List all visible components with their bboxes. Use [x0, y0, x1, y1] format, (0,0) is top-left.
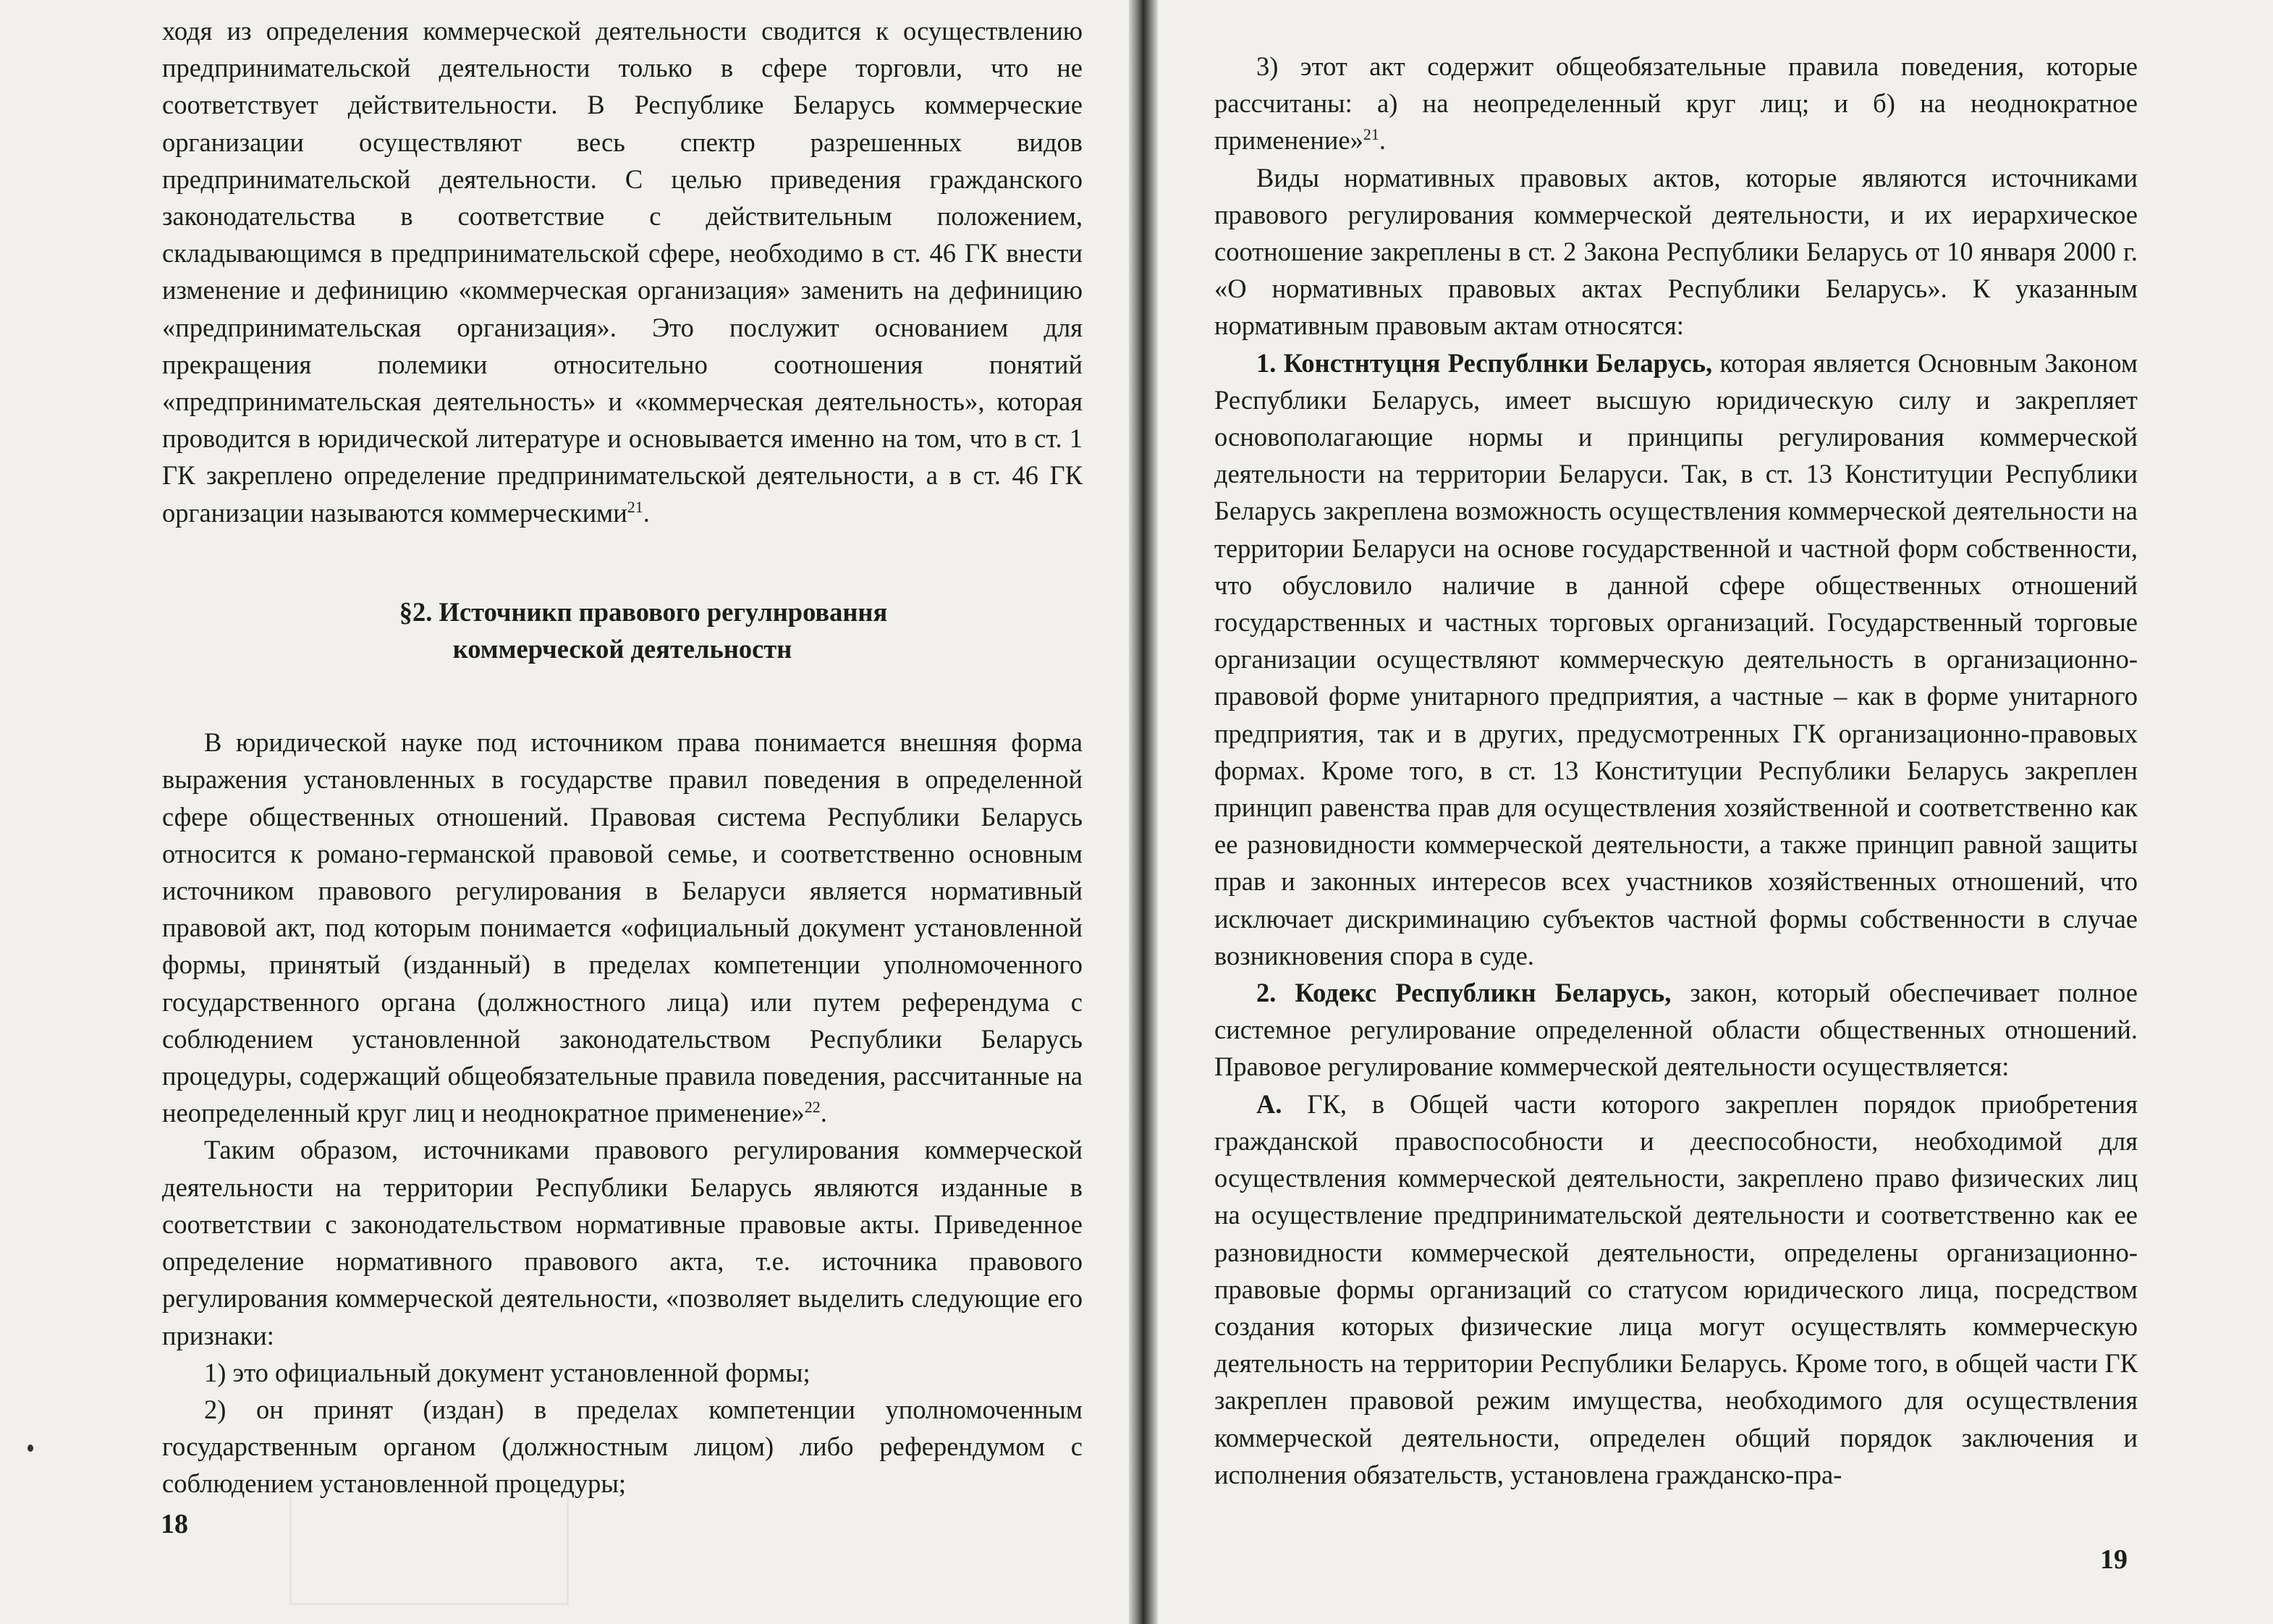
left-paragraph-3: Таким образом, источниками правового регулирования коммерческой деятельности на территории Республики Беларусь являются изданные в соответствии с законодательством нормативные правовые акты. Приведенное определение нормативного правового акта, т.е. источника правового регулирования коммерческой деятельности, «позволяет выделить следующие его признаки: — [162, 1135, 1083, 1350]
right-page-text — [1214, 48, 2138, 1493]
section-heading — [162, 593, 1083, 667]
code-heading: 2. Кодекс Республикн Беларусь, — [1256, 978, 1672, 1008]
left-list-item-1: 1) это официальный документ установленной формы; — [204, 1357, 810, 1387]
left-page — [0, 0, 1129, 1624]
right-list-item-3-end: . — [1379, 125, 1386, 156]
footnote-ref-21: 21 — [627, 497, 643, 516]
left-paragraph-2-end: . — [820, 1098, 827, 1128]
page-number-left: 18 — [161, 1509, 188, 1539]
right-item-code — [1214, 974, 2138, 1086]
section-heading-line-1: §2. Источникп правового регулнровання — [399, 596, 888, 627]
right-paragraph-1: Виды нормативных правовых актов, которые являются источниками правового регулирования коммерческой деятельности, и их иерархическое соотношение закреплены в ст. 2 Закона Республики Беларусь от 10 января 2000 г. «О нормативных правовых актах Республики Беларусь». К указанным нормативным правовым актам относятся: — [1214, 162, 2138, 341]
right-item-constitution — [1214, 344, 2138, 974]
left-paragraph-1-end: . — [643, 497, 650, 528]
left-paragraph-1-text: ходя из определения коммерческой деятельности сводится к осуществлению предпринимательской деятельности только в сфере торговли, что не соответствует действительности. В Республике Беларусь коммерческие организации осуществляют весь спектр разрешенных видов предпринимательской деятельности. С целью приведения гражданского законодательства в соответствие с действительным положением, складывающимся в предпринимательской сфере, необходимо в ст. 46 ГК внести изменение и дефиницию «коммерческая организация» заменить на дефиницию «предпринимательская организация». Это послужит основанием для прекращения полемики относительно соотношения понятий «предпринимательская деятельность» и «коммерческая деятельность», которая проводится в юридической литературе и основывается именно на том, что в ст. 1 ГК закреплено определение предпринимательской деятельности, а в ст. 46 ГК организации называются коммерческими — [162, 16, 1083, 528]
library-stamp — [289, 1485, 569, 1605]
page-number-right: 19 — [2100, 1544, 2128, 1575]
item-a-label: А. — [1256, 1088, 1282, 1119]
footnote-ref-22: 22 — [804, 1098, 821, 1117]
left-page-text — [162, 12, 1083, 1502]
item-a-text: ГК, в Общей части которого закреплен порядок приобретения гражданской правоспособности и дееспособности, необходимой для осуществления коммерческой деятельности, закреплено право физических лиц на осуществление предпринимательской деятельности и соответственно как ее разновидности коммерческой деятельности, определены организационно-правовые формы организаций со статусом юридического лица, посредством создания которых физические лица могут осуществлять коммерческую деятельность на территории Республики Беларусь. Кроме того, в общей части ГК закреплен правовой режим имущества, необходимого для осуществления коммерческой деятельности, определен общий порядок заключения и исполнения обязательств, установлена гражданско-пра- — [1214, 1088, 2138, 1489]
code-text: закон, который обеспечивает полное системное регулирование определенной области общественных отношений. Правовое регулирование коммерческой деятельности осуществляется: — [1214, 978, 2138, 1082]
section-heading-line-2: коммерческой деятельностн — [452, 634, 792, 664]
right-page — [1158, 0, 2273, 1624]
right-list-item-3-text: 3) этот акт содержит общеобязательные правила поведения, которые рассчитаны: а) на неопределенный круг лиц; и б) на неоднократное применение» — [1214, 51, 2138, 156]
right-list-item-3 — [1214, 48, 2138, 159]
left-paragraph-1 — [162, 12, 1083, 531]
constitution-heading: 1. Констнтуцня Республнки Беларусь, — [1256, 347, 1713, 378]
footnote-ref-21-right: 21 — [1363, 125, 1379, 144]
left-paragraph-2-text: В юридической науке под источником права понимается внешняя форма выражения установленных в государстве правил поведения в определенной сфере общественных отношений. Правовая система Республики Беларусь относится к романо-германской правовой семье, и соответственно основным источником правового регулирования в Беларуси является нормативный правовой акт, под которым понимается «официальный документ установленной формы, принятый (изданный) в пределах компетенции уполномоченного государственного органа (должностного лица) или путем референдума с соблюдением установленной законодательством Республики Беларусь процедуры, содержащий общеобязательные правила поведения, рассчитанные на неопределенный круг лиц и неоднократное применение» — [162, 727, 1083, 1128]
left-paragraph-2 — [162, 724, 1083, 1131]
book-gutter — [1129, 0, 1158, 1624]
constitution-text: которая является Основным Законом Республики Беларусь, имеет высшую юридическую силу и закрепляет основополагающие нормы и принципы регулирования коммерческой деятельности на территории Беларуси. Так, в ст. 13 Конституции Республики Беларусь закреплена возможность осуществления коммерческой деятельности на территории Беларуси на основе государственной и частной форм собственности, что обусловило наличие в данной сфере общественных отношений государственных и частных торговых организаций. Государственный торговые организации осуществляют коммерческую деятельность в организационно-правовой форме унитарного предприятия, а частные – как в форме унитарного предприятия, так и в других, предусмотренных ГК организационно-правовых формах. Кроме того, в ст. 13 Конституции Республики Беларусь закреплен принцип равенства прав для осуществления хозяйственной и соответственно как ее разновидности коммерческой деятельности, а также принцип равной защиты прав и законных интересов всех участников хозяйственных отношений, что исключает дискриминацию субъектов частной формы собственности в случае возникновения спора в суде. — [1214, 347, 2138, 970]
paper-speck — [27, 1445, 33, 1452]
right-item-a — [1214, 1086, 2138, 1493]
left-list-item-2: 2) он принят (издан) в пределах компетенции уполномоченным государственным органом (должностным лицом) либо референдумом с соблюдением установленной процедуры; — [162, 1394, 1083, 1499]
